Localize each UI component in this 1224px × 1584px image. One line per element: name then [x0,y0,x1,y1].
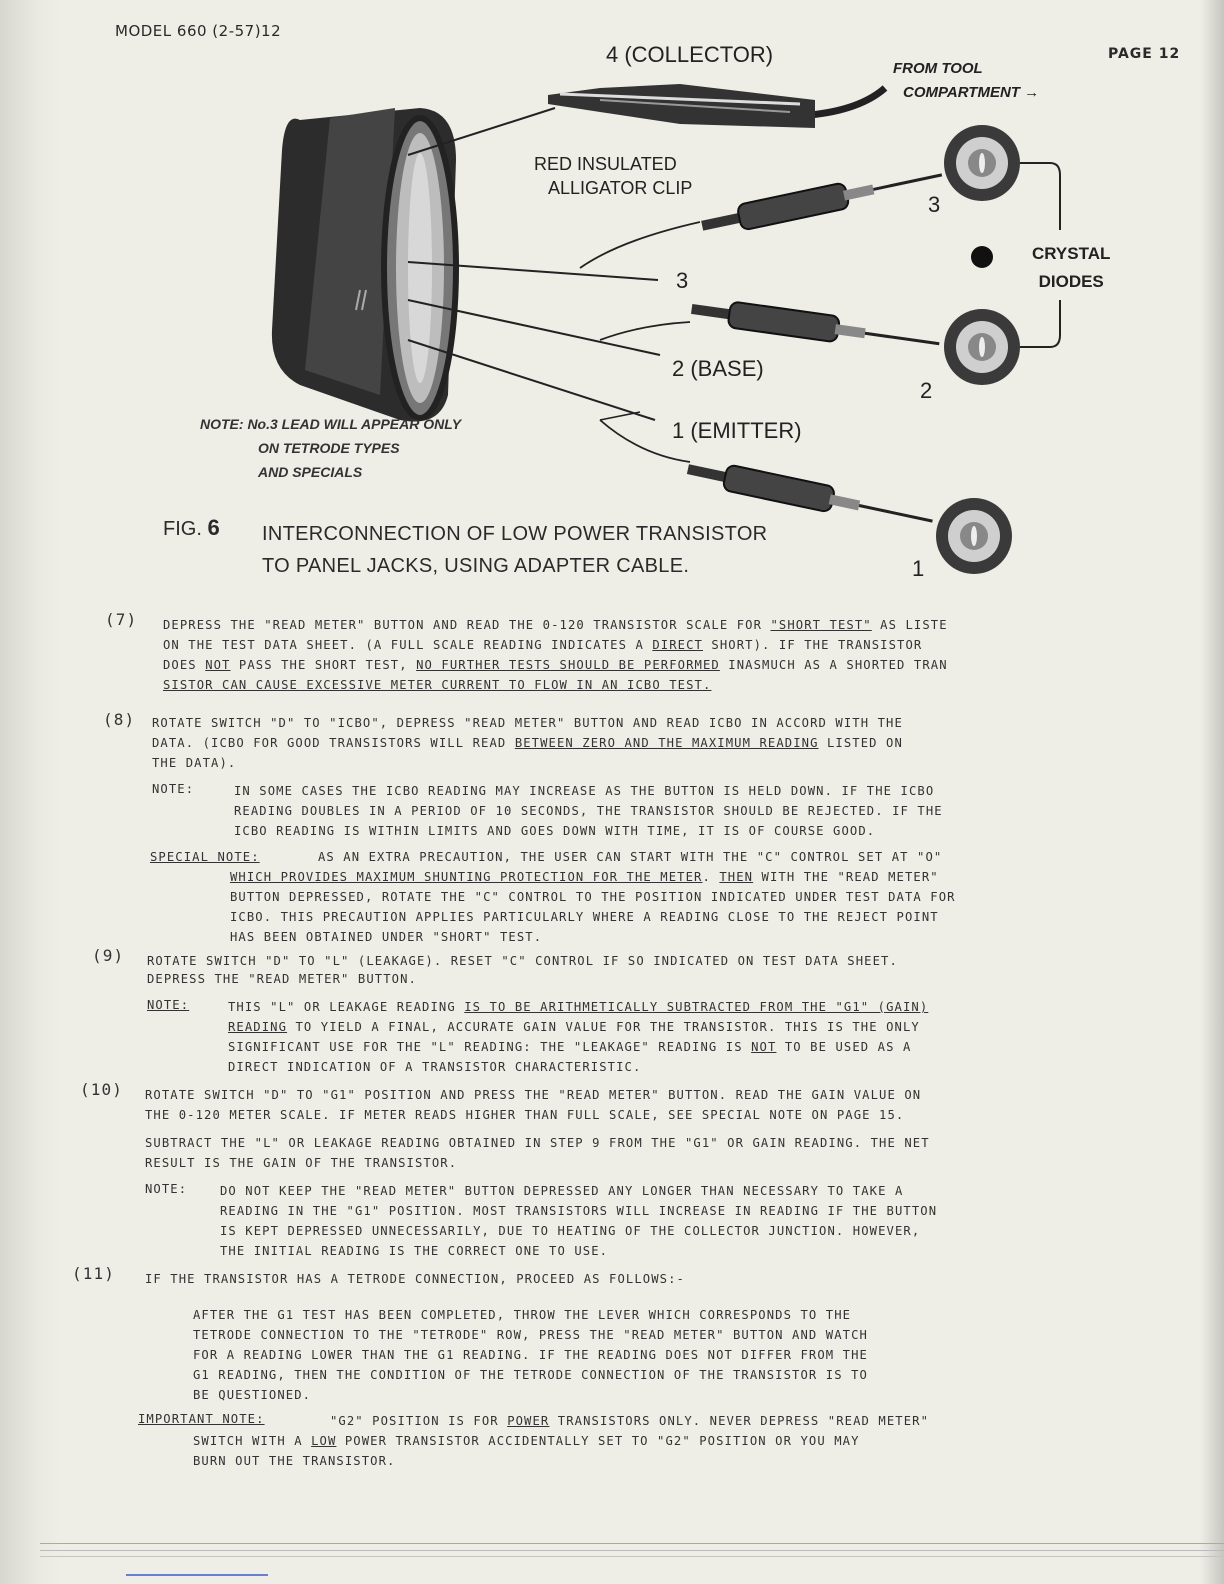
model-header: MODEL 660 (2-57)12 [115,22,282,40]
jack-2 [944,309,1020,385]
alligator-clip [548,84,815,128]
important-note-line3: BURN OUT THE TRANSISTOR. [193,1454,396,1468]
jack-2-label: 2 [920,378,933,403]
plug-3 [699,162,944,238]
step-9-note-label: NOTE: [147,998,190,1012]
step-11-line1: IF THE TRANSISTOR HAS A TETRODE CONNECTION, PROCEED AS FOLLOWS:- [145,1272,685,1286]
step-8-line1: ROTATE SWITCH "D" TO "ICBO", DEPRESS "READ METER" BUTTON AND READ ICBO IN ACCORD WITH THE [152,716,903,730]
step-10-note-line1: DO NOT KEEP THE "READ METER" BUTTON DEPRESSED ANY LONGER THAN NECESSARY TO TAKE A [220,1184,904,1198]
step-8-note-line3: ICBO READING IS WITHIN LIMITS AND GOES DOWN WITH TIME, IT IS OF COURSE GOOD. [234,824,876,838]
special-note-line3: BUTTON DEPRESSED, ROTATE THE "C" CONTROL TO THE POSITION INDICATED UNDER TEST DATA FOR [230,890,956,904]
step-9-note-line1: THIS "L" OR LEAKAGE READING IS TO BE ARITHMETICALLY SUBTRACTED FROM THE "G1" (GAIN) [228,1000,929,1014]
emitter-label: 1 (EMITTER) [672,418,802,443]
step-7-number: (7) [105,610,138,629]
step-7-line4: SISTOR CAN CAUSE EXCESSIVE METER CURRENT TO FLOW IN AN ICBO TEST. [163,678,712,692]
step-10-note-label: NOTE: [145,1182,188,1196]
step-10-note-line4: THE INITIAL READING IS THE CORRECT ONE TO USE. [220,1244,609,1258]
jack-1-label: 1 [912,556,925,581]
clip-label-line1: RED INSULATED [534,154,677,174]
step-9-note-line3: SIGNIFICANT USE FOR THE "L" READING: THE "LEAKAGE" READING IS NOT TO BE USED AS A [228,1040,912,1054]
page-bottom-edges [40,1543,1224,1584]
diodes-line2: DIODES [1038,272,1104,291]
jack-3-label: 3 [928,192,941,217]
step-9-note-line4: DIRECT INDICATION OF A TRANSISTOR CHARACTERISTIC. [228,1060,642,1074]
step-10-note-line2: READING IN THE "G1" POSITION. MOST TRANSISTORS WILL INCREASE IN READING IF THE BUTTON [220,1204,938,1218]
fig-label: FIG. [163,518,202,540]
transistor-diagram [0,0,1224,600]
step-7-line3: DOES NOT PASS THE SHORT TEST, NO FURTHER TESTS SHOULD BE PERFORMED INASMUCH AS A SHORTED TRAN [163,658,948,672]
figure-note-line1: NOTE: No.3 LEAD WILL APPEAR ONLY [200,416,462,432]
jack-1 [936,498,1012,574]
caption-line2: TO PANEL JACKS, USING ADAPTER CABLE. [262,555,690,577]
step-10-line4: RESULT IS THE GAIN OF THE TRANSISTOR. [145,1156,458,1170]
special-note-label: SPECIAL NOTE: [150,850,260,864]
figure-number [163,515,220,541]
special-note-line1: AS AN EXTRA PRECAUTION, THE USER CAN START WITH THE "C" CONTROL SET AT "O" [318,850,943,864]
step-9-note-line2: READING TO YIELD A FINAL, ACCURATE GAIN VALUE FOR THE TRANSISTOR. THIS IS THE ONLY [228,1020,920,1034]
from-tool-label: FROM TOOL [893,60,983,77]
step-9-number: (9) [92,946,125,965]
step-7-line2: ON THE TEST DATA SHEET. (A FULL SCALE READING INDICATES A DIRECT SHORT). IF THE TRANSISTOR [163,638,923,652]
collector-label: 4 (COLLECTOR) [606,42,774,67]
clip-label-line2: ALLIGATOR CLIP [548,178,693,198]
step-10-line2: THE 0-120 METER SCALE. IF METER READS HIGHER THAN FULL SCALE, SEE SPECIAL NOTE ON PAGE 15. [145,1108,905,1122]
special-note-line5: HAS BEEN OBTAINED UNDER "SHORT" TEST. [230,930,543,944]
special-note-line2: WHICH PROVIDES MAXIMUM SHUNTING PROTECTION FOR THE METER. THEN WITH THE "READ METER" [230,870,939,884]
step-11-para-line4: G1 READING, THEN THE CONDITION OF THE TETRODE CONNECTION OF THE TRANSISTOR IS TO [193,1368,868,1382]
plug-2 [690,296,941,357]
compartment-label: COMPARTMENT → [903,84,1040,101]
important-note-line2: SWITCH WITH A LOW POWER TRANSISTOR ACCIDENTALLY SET TO "G2" POSITION OR YOU MAY [193,1434,860,1448]
blue-mark-line [126,1574,268,1576]
step-8-number: (8) [103,710,136,729]
step-10-line1: ROTATE SWITCH "D" TO "G1" POSITION AND PRESS THE "READ METER" BUTTON. READ THE GAIN VALUE ON [145,1088,922,1102]
step-8-note-line2: READING DOUBLES IN A PERIOD OF 10 SECONDS, THE TRANSISTOR SHOULD BE REJECTED. IF THE [234,804,943,818]
step-10-number: (10) [80,1080,123,1099]
important-note-line1: "G2" POSITION IS FOR POWER TRANSISTORS ONLY. NEVER DEPRESS "READ METER" [330,1414,930,1428]
figure-note [200,412,461,484]
special-note-line4: ICBO. THIS PRECAUTION APPLIES PARTICULARLY WHERE A READING CLOSE TO THE REJECT POINT [230,910,939,924]
lead-3-label: 3 [676,268,689,293]
jack-3 [944,125,1020,201]
step-11-para-line5: BE QUESTIONED. [193,1388,312,1402]
step-8-line3: THE DATA). [152,756,237,770]
important-note-label: IMPORTANT NOTE: [138,1412,265,1426]
step-7-line1: DEPRESS THE "READ METER" BUTTON AND READ THE 0-120 TRANSISTOR SCALE FOR "SHORT TEST" AS LISTE [163,618,948,632]
base-label: 2 (BASE) [672,356,764,381]
step-8-note-line1: IN SOME CASES THE ICBO READING MAY INCREASE AS THE BUTTON IS HELD DOWN. IF THE ICBO [234,784,935,798]
caption-line1: INTERCONNECTION OF LOW POWER TRANSISTOR [262,523,768,545]
diode-dot [971,246,993,268]
transistor-body [272,108,456,422]
step-10-line3: SUBTRACT THE "L" OR LEAKAGE READING OBTAINED IN STEP 9 FROM THE "G1" OR GAIN READING. THE NET [145,1136,930,1150]
figure-caption [262,518,767,582]
step-9-line2: DEPRESS THE "READ METER" BUTTON. [147,972,417,986]
step-8-note-label: NOTE: [152,782,195,796]
step-11-para-line1: AFTER THE G1 TEST HAS BEEN COMPLETED, THROW THE LEVER WHICH CORRESPONDS TO THE [193,1308,852,1322]
step-11-para-line2: TETRODE CONNECTION TO THE "TETRODE" ROW, PRESS THE "READ METER" BUTTON AND WATCH [193,1328,868,1342]
step-9-line1: ROTATE SWITCH "D" TO "L" (LEAKAGE). RESET "C" CONTROL IF SO INDICATED ON TEST DATA SHEET. [147,954,898,968]
step-11-para-line3: FOR A READING LOWER THAN THE G1 READING. IF THE READING DOES NOT DIFFER FROM THE [193,1348,868,1362]
diodes-line1: CRYSTAL [1032,244,1111,263]
figure-note-line2: ON TETRODE TYPES [258,440,400,456]
crystal-diodes-label [1032,240,1110,296]
step-11-number: (11) [72,1264,115,1283]
page-number: PAGE 12 [1108,46,1181,62]
step-10-note-line3: IS KEPT DEPRESSED UNNECESSARILY, DUE TO HEATING OF THE COLLECTOR JUNCTION. HOWEVER, [220,1224,921,1238]
figure-note-line3: AND SPECIALS [258,464,363,480]
step-8-line2: DATA. (ICBO FOR GOOD TRANSISTORS WILL READ BETWEEN ZERO AND THE MAXIMUM READING LISTED ON [152,736,903,750]
fig-number: 6 [207,515,220,540]
